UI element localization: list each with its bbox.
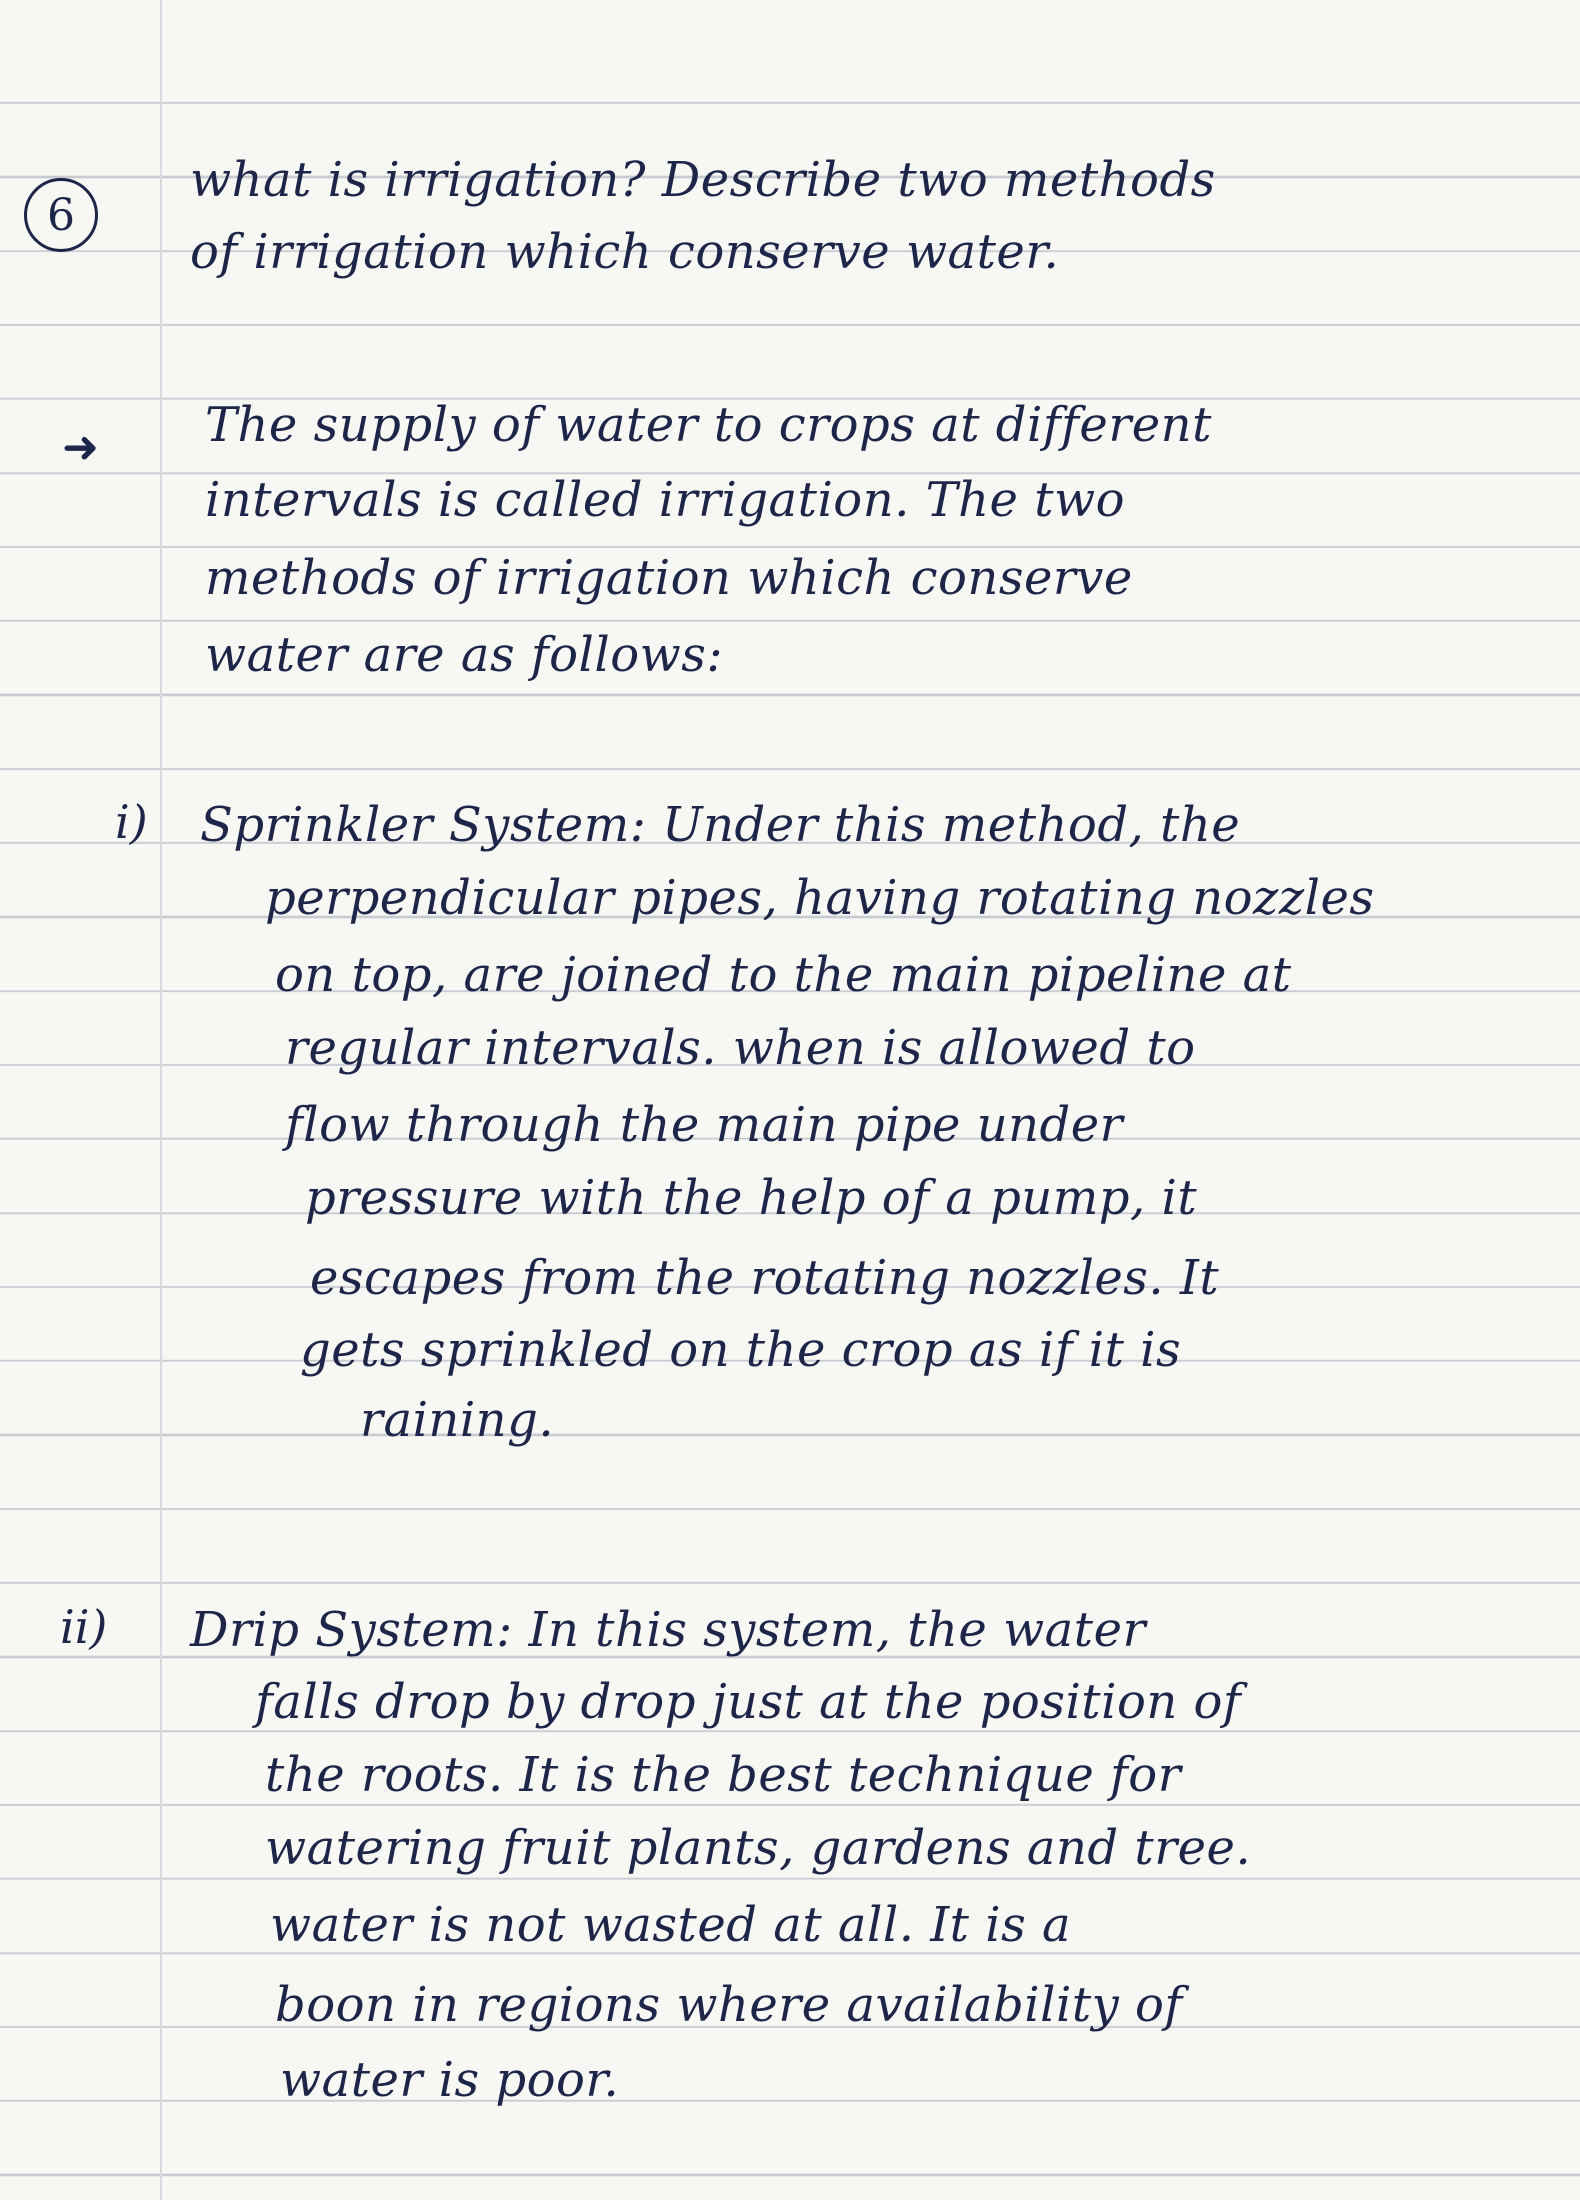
point-line: on top, are joined to the main pipeline at [275, 947, 1292, 1003]
point-line: falls drop by drop just at the position of [255, 1674, 1242, 1730]
answer-intro-line: water are as follows: [205, 627, 723, 683]
point-line: gets sprinkled on the crop as if it is [300, 1322, 1182, 1378]
point-marker: ii) [60, 1600, 108, 1654]
point-line: Drip System: In this system, the water [190, 1602, 1146, 1658]
point-line: raining. [360, 1392, 555, 1448]
question-line: of irrigation which conserve water. [190, 224, 1060, 280]
point-line: watering fruit plants, gardens and tree. [265, 1820, 1252, 1876]
point-line: water is poor. [280, 2052, 620, 2108]
point-line: regular intervals. when is allowed to [285, 1020, 1196, 1076]
point-line: pressure with the help of a pump, it [305, 1170, 1198, 1226]
question-number-badge [24, 178, 98, 252]
point-line: perpendicular pipes, having rotating nozzles [265, 870, 1375, 926]
point-line: escapes from the rotating nozzles. It [310, 1250, 1220, 1306]
answer-intro-line: The supply of water to crops at different [205, 397, 1212, 453]
point-line: boon in regions where availability of [275, 1977, 1183, 2033]
answer-intro-line: methods of irrigation which conserve [205, 550, 1133, 606]
answer-intro-line: intervals is called irrigation. The two [205, 472, 1125, 528]
question-number: 6 [47, 189, 75, 241]
margin-line [160, 0, 162, 2200]
point-line: the roots. It is the best technique for [265, 1747, 1182, 1803]
point-marker: i) [115, 795, 148, 849]
point-line: water is not wasted at all. It is a [270, 1897, 1072, 1953]
point-line: flow through the main pipe under [285, 1097, 1124, 1153]
point-line: Sprinkler System: Under this method, the [200, 797, 1241, 853]
arrow-icon: ➜ [62, 422, 99, 473]
question-line: what is irrigation? Describe two methods [190, 152, 1216, 208]
